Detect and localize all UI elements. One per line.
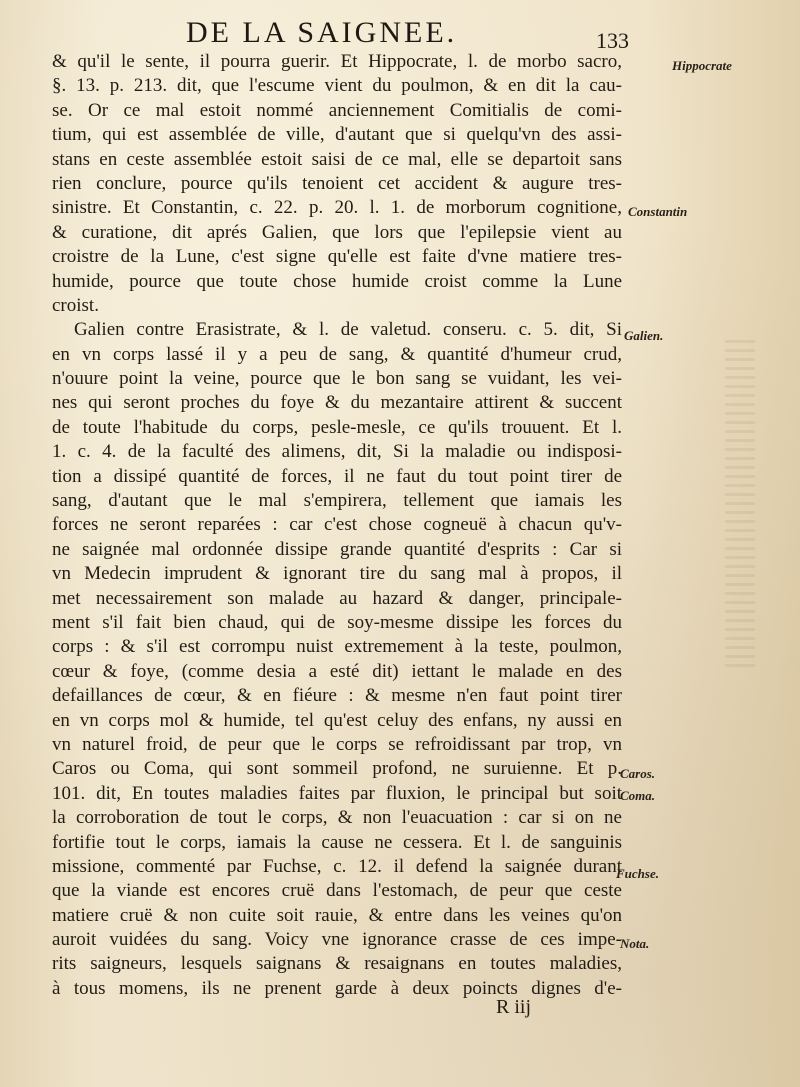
text-line: que la viande est encores cruë dans l'estomach, de peur que ceste (52, 880, 622, 902)
text-line: matiere cruë & non cuite soit rauie, & entre dans les veines qu'on (52, 904, 622, 926)
margin-note-caros: Caros. (620, 766, 656, 781)
text-line: vn Medecin imprudent & ignorant tire du sang mal à propos, il (52, 563, 622, 585)
text-line: rits saigneurs, lesquels saignans & resaignans en toutes maladies, (52, 953, 622, 975)
margin-notes (600, 50, 800, 1010)
text-line: forces ne seront reparées : car c'est chose cogneuë à chacun qu'v- (52, 514, 622, 536)
margin-note-nota: Nota. (620, 936, 650, 951)
text-line: stans en ceste assemblée estoit saisi de ce mal, elle se departoit sans (52, 148, 622, 170)
margin-note-fuchse: Fuchse. (616, 866, 659, 881)
text-line: ment s'il fait bien chaud, qui de soy-mesme dissipe les forces du (52, 611, 622, 633)
text-line: 101. dit, En toutes maladies faites par fluxion, le principal but soit (52, 782, 622, 804)
text-line: missione, commenté par Fuchse, c. 12. il defend la saignée durant (52, 855, 622, 877)
text-line: de toute l'habitude du corps, pesle-mesle, ce qu'ils trouuent. Et l. (52, 416, 622, 438)
text-line: sinistre. Et Constantin, c. 22. p. 20. l. 1. de morborum cognitione, (52, 197, 622, 219)
text-line: §. 13. p. 213. dit, que l'escume vient du poulmon, & en dit la cau- (52, 75, 622, 97)
text-line: à tous momens, ils ne prenent garde à deux poincts dignes d'e- (52, 977, 622, 999)
text-line: croistre de la Lune, c'est signe qu'elle est faite d'vne matiere tres- (52, 246, 622, 268)
text-line: nes qui seront proches du foye & du mezantaire attirent & succent (52, 392, 622, 414)
running-title: DE LA SAIGNEE. (186, 16, 458, 49)
text-line: tium, qui est assemblée de ville, d'autant que si quelqu'vn des assi- (52, 124, 622, 146)
page-number: 133 (596, 28, 629, 53)
text-line: corps : & s'il est corrompu nuist extremement à la teste, poulmon, (52, 636, 622, 658)
signature-mark: R iij (496, 996, 532, 1018)
text-line: Caros ou Coma, qui sont sommeil profond, ne suruienne. Et p. (52, 758, 622, 780)
text-line: auroit vuidées du sang. Voicy vne ignorance crasse de ces impe- (52, 929, 622, 951)
margin-note-hippocrate: Hippocrate (672, 58, 732, 73)
text-line: met necessairement son malade au hazard & danger, principale- (52, 587, 622, 609)
text-line: defaillances de cœur, & en fiéure : & mesme n'en faut point tirer (52, 685, 622, 707)
text-line: sang, d'autant que le mal s'empirera, tellement que iamais les (52, 490, 622, 512)
text-line: humide, pource que toute chose humide croist comme la Lune (52, 270, 622, 292)
running-head (0, 14, 800, 53)
body-text (52, 50, 622, 1001)
text-line: & curatione, dit aprés Galien, que lors que l'epilepsie vient au (52, 221, 622, 243)
text-line: Galien contre Erasistrate, & l. de valetud. conseru. c. 5. dit, Si (74, 319, 622, 341)
text-line: en vn corps mol & humide, tel qu'est celuy des enfans, ny aussi en (52, 709, 622, 731)
text-line: n'ouure point la veine, pource que le bon sang se vuidant, les vei- (52, 368, 622, 390)
margin-note-galien: Galien. (624, 328, 664, 343)
text-line: en vn corps lassé il y a peu de sang, & quantité d'humeur crud, (52, 343, 622, 365)
show-through-stain (725, 340, 755, 670)
text-line: rien conclure, pource qu'ils tenoient cet accident & augure tres- (52, 172, 622, 194)
text-line: tion a dissipé quantité de forces, il ne faut du tout point tirer de (52, 465, 622, 487)
text-line: se. Or ce mal estoit nommé anciennement Comitialis de comi- (52, 99, 622, 121)
text-line: fortifie tout le corps, iamais la cause ne cessera. Et l. de sanguinis (52, 831, 622, 853)
text-line: cœur & foye, (comme desia a esté dit) iettant le malade en des (52, 660, 622, 682)
margin-note-coma: Coma. (620, 788, 656, 803)
text-line: la corroboration de tout le corps, & non l'euacuation : car si on ne (52, 807, 622, 829)
text-line: croist. (52, 294, 99, 316)
text-line: vn naturel froid, de peur que le corps se refroidissant par trop, vn (52, 733, 622, 755)
text-line: & qu'il le sente, il pourra guerir. Et Hippocrate, l. de morbo sacro, (52, 51, 622, 72)
text-line: ne saignée mal ordonnée dissipe grande quantité d'esprits : Car si (52, 538, 622, 560)
text-line: 1. c. 4. de la faculté des alimens, dit, Si la maladie ou indisposi- (52, 441, 622, 463)
margin-note-constantin: Constantin (628, 204, 688, 219)
